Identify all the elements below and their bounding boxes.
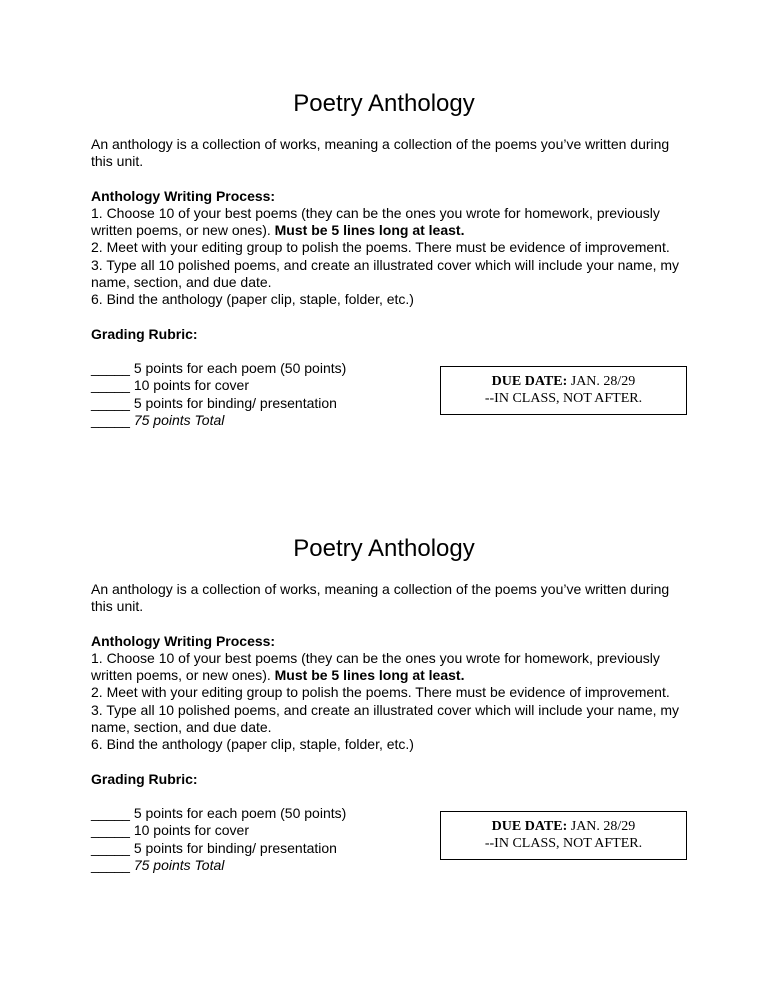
due-date-value: JAN. 28/29: [570, 374, 636, 389]
page-title: Poetry Anthology: [293, 535, 475, 562]
due-date-box: [440, 366, 687, 415]
handout-top: [0, 88, 768, 533]
rubric-item-label: 5 points for each poem (50 points): [133, 359, 347, 376]
step-3: 3. Type all 10 polished poems, and create an illustrated cover which will include your name, my name, section, and due date.: [91, 701, 680, 736]
step-2: 2. Meet with your editing group to polish the poems. There must be evidence of improvement.: [91, 684, 670, 701]
due-date-box: [440, 811, 687, 860]
due-date-line: [441, 818, 686, 835]
step-1: [91, 205, 681, 240]
score-blank: _____: [91, 377, 130, 394]
step-2: 2. Meet with your editing group to polish the poems. There must be evidence of improvement.: [91, 239, 670, 256]
score-blank: _____: [91, 856, 130, 873]
handout-bottom: [0, 533, 768, 978]
score-blank: _____: [91, 804, 130, 821]
rubric-heading: Grading Rubric:: [91, 770, 198, 787]
score-blank: _____: [91, 822, 130, 839]
score-blank: _____: [91, 411, 130, 428]
rubric-item-label: 10 points for cover: [133, 822, 249, 839]
step-1: [91, 650, 681, 685]
intro-paragraph: An anthology is a collection of works, meaning a collection of the poems you’ve written during this unit.: [91, 581, 670, 615]
intro-paragraph: An anthology is a collection of works, meaning a collection of the poems you’ve written during this unit.: [91, 136, 670, 170]
rubric-heading: Grading Rubric:: [91, 325, 198, 342]
process-heading: Anthology Writing Process:: [91, 187, 276, 204]
step-1-text: 1. Choose 10 of your best poems (they can be the ones you wrote for homework, previously written poems, or new ones).: [91, 649, 660, 684]
score-blank: _____: [91, 839, 130, 856]
rubric-total-label: 75 points Total: [133, 411, 225, 428]
step-3: 3. Type all 10 polished poems, and create an illustrated cover which will include your name, my name, section, and due date.: [91, 256, 680, 291]
step-1-requirement: Must be 5 lines long at least.: [274, 667, 465, 684]
step-1-requirement: Must be 5 lines long at least.: [274, 222, 465, 239]
due-date-value: JAN. 28/29: [570, 819, 636, 834]
score-blank: _____: [91, 394, 130, 411]
due-date-label: DUE DATE:: [491, 374, 568, 389]
step-6: 6. Bind the anthology (paper clip, staple, folder, etc.): [91, 736, 414, 753]
rubric-item-label: 5 points for each poem (50 points): [133, 804, 347, 821]
due-date-note: --IN CLASS, NOT AFTER.: [484, 391, 643, 406]
score-blank: _____: [91, 359, 130, 376]
rubric-item-label: 5 points for binding/ presentation: [133, 394, 337, 411]
due-date-line: [441, 373, 686, 390]
step-6: 6. Bind the anthology (paper clip, staple, folder, etc.): [91, 291, 414, 308]
due-date-note: --IN CLASS, NOT AFTER.: [484, 836, 643, 851]
rubric-item-label: 5 points for binding/ presentation: [133, 839, 337, 856]
process-heading: Anthology Writing Process:: [91, 632, 276, 649]
page-title: Poetry Anthology: [293, 90, 475, 117]
rubric-item-label: 10 points for cover: [133, 377, 249, 394]
step-1-text: 1. Choose 10 of your best poems (they can be the ones you wrote for homework, previously written poems, or new ones).: [91, 204, 660, 239]
due-date-label: DUE DATE:: [491, 819, 568, 834]
rubric-total-label: 75 points Total: [133, 856, 225, 873]
